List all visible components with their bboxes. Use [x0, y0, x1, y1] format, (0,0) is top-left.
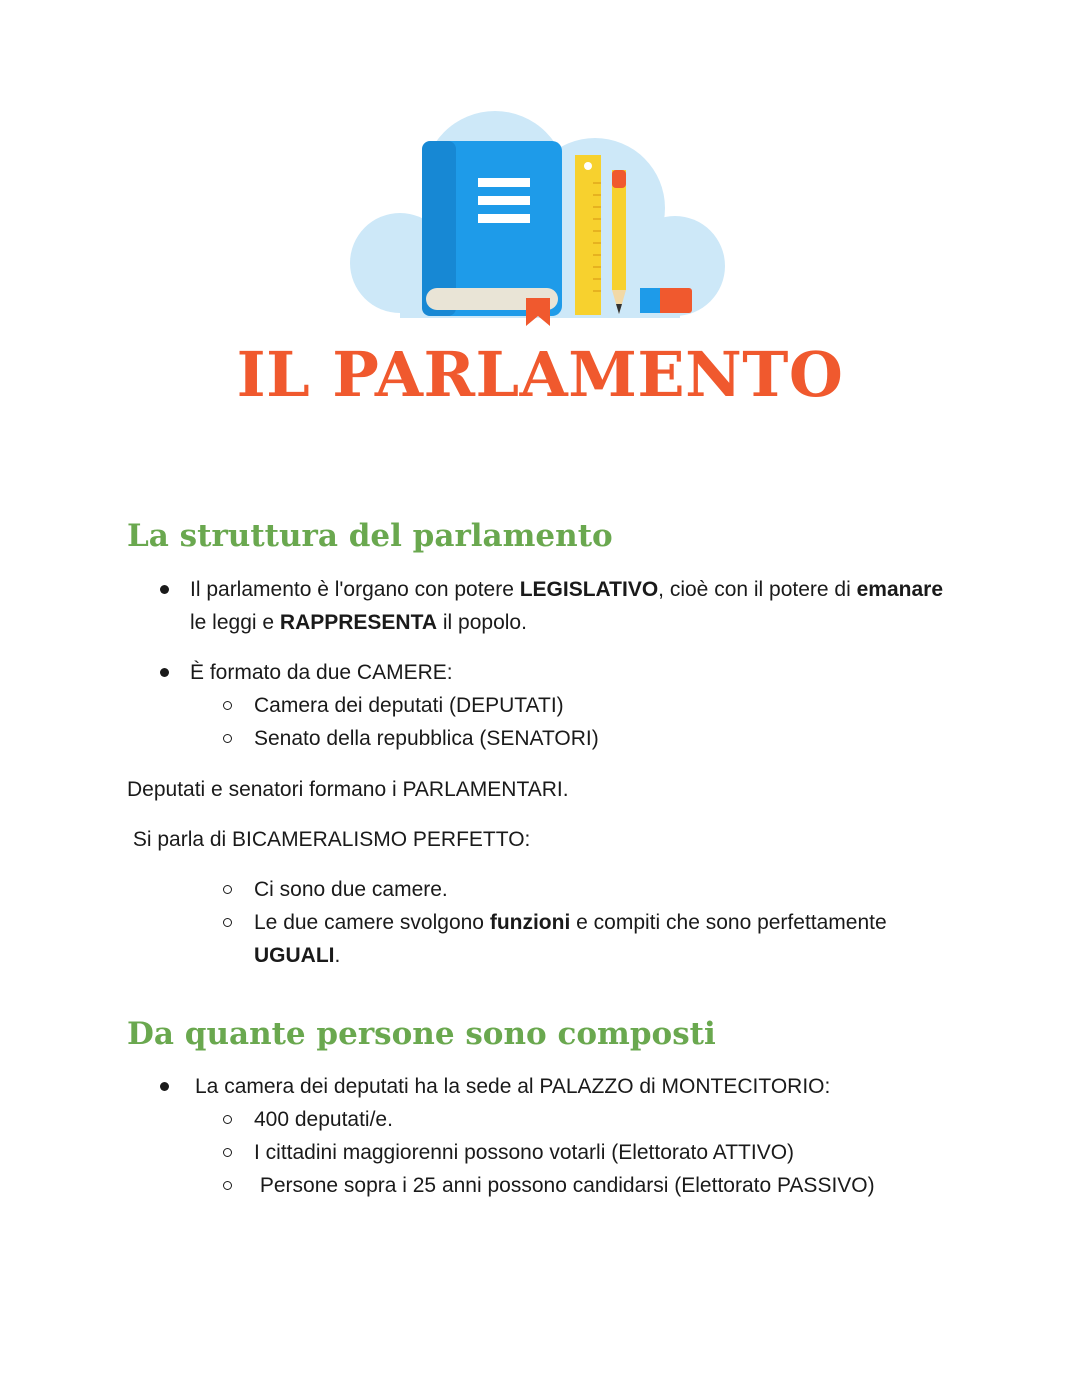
sub-list-item: Le due camere svolgono funzioni e compiti che sono perfettamente [254, 911, 887, 934]
bullet-icon [160, 1082, 169, 1091]
list-item-continuation: le leggi e RAPPRESENTA il popolo. [190, 611, 527, 634]
circle-bullet-icon [223, 885, 232, 894]
circle-bullet-icon [223, 1148, 232, 1157]
pencil-icon [612, 170, 626, 314]
sub-list-item: Ci sono due camere. [254, 878, 448, 901]
circle-bullet-icon [223, 918, 232, 927]
sub-list-item: I cittadini maggiorenni possono votarli (Elettorato ATTIVO) [254, 1141, 795, 1164]
bullet-icon [160, 668, 169, 677]
book-icon [422, 141, 562, 326]
paragraph: Si parla di BICAMERALISMO PERFETTO: [127, 828, 531, 851]
sub-list-item: 400 deputati/e. [254, 1108, 393, 1131]
list-item: La camera dei deputati ha la sede al PALAZZO di MONTECITORIO: [195, 1075, 831, 1098]
sub-list-item: Senato della repubblica (SENATORI) [254, 727, 599, 750]
circle-bullet-icon [223, 1181, 232, 1190]
ruler-icon [575, 155, 601, 315]
sub-list-item-continuation: UGUALI. [254, 944, 341, 967]
book-illustration [340, 108, 740, 333]
sub-list-item: Persone sopra i 25 anni possono candidarsi (Elettorato PASSIVO) [254, 1174, 875, 1197]
list-item: Il parlamento è l'organo con potere LEGISLATIVO, cioè con il potere di emanare [190, 578, 944, 601]
circle-bullet-icon [223, 734, 232, 743]
eraser-icon [640, 288, 692, 313]
bullet-icon [160, 585, 169, 594]
paragraph: Deputati e senatori formano i PARLAMENTARI. [127, 778, 569, 801]
circle-bullet-icon [223, 1115, 232, 1124]
page-title: IL PARLAMENTO [236, 338, 844, 411]
circle-bullet-icon [223, 701, 232, 710]
section-heading-structure: La struttura del parlamento [127, 518, 613, 554]
sub-list-item: Camera dei deputati (DEPUTATI) [254, 694, 564, 717]
section-heading-composition: Da quante persone sono composti [127, 1016, 716, 1052]
list-item: È formato da due CAMERE: [190, 661, 453, 684]
